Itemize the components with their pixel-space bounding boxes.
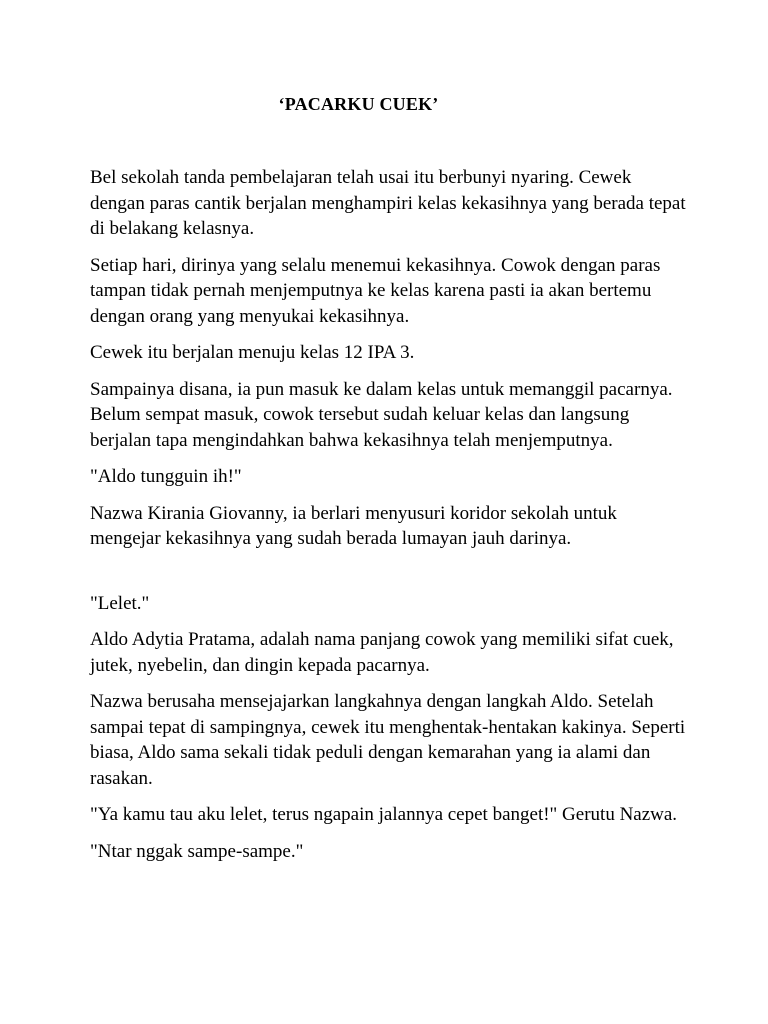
paragraph: "Lelet." xyxy=(90,592,150,614)
paragraph: Bel sekolah tanda pembelajaran telah usai itu berbunyi nyaring. Cewek dengan paras cantik berjalan menghampiri kelas kekasihnya yang berada tepat di belakang kelasnya. xyxy=(90,167,686,239)
paragraph: Nazwa berusaha mensejajarkan langkahnya dengan langkah Aldo. Setelah sampai tepat di sampingnya, cewek itu menghentak-hentakan kakinya. Seperti biasa, Aldo sama sekali tidak peduli dengan kemarahan yang ia alami dan rasakan. xyxy=(90,691,686,789)
document-body xyxy=(90,165,690,875)
paragraph: Aldo Adytia Pratama, adalah nama panjang cowok yang memiliki sifat cuek, jutek, nyebelin, dan dingin kepada pacarnya. xyxy=(90,629,674,676)
paragraph: "Ntar nggak sampe-sampe." xyxy=(90,840,304,862)
paragraph: "Ya kamu tau aku lelet, terus ngapain jalannya cepet banget!" Gerutu Nazwa. xyxy=(90,804,678,825)
paragraph: "Aldo tungguin ih!" xyxy=(90,466,242,487)
paragraph: Setiap hari, dirinya yang selalu menemui kekasihnya. Cowok dengan paras tampan tidak pernah menjemputnya ke kelas karena pasti ia akan bertemu dengan orang yang menyukai kekasihnya. xyxy=(90,254,661,327)
document-title: ‘PACARKU CUEK’ xyxy=(278,94,439,114)
paragraph: Sampainya disana, ia pun masuk ke dalam kelas untuk memanggil pacarnya. Belum sempat masuk, cowok tersebut sudah keluar kelas dan langsung berjalan tapa mengindahkan bahwa kekasihnya telah menjemputnya. xyxy=(90,378,673,451)
paragraph: Nazwa Kirania Giovanny, ia berlari menyusuri koridor sekolah untuk mengejar kekasihnya yang sudah berada lumayan jauh darinya. xyxy=(90,502,617,549)
paragraph: Cewek itu berjalan menuju kelas 12 IPA 3. xyxy=(90,342,415,363)
